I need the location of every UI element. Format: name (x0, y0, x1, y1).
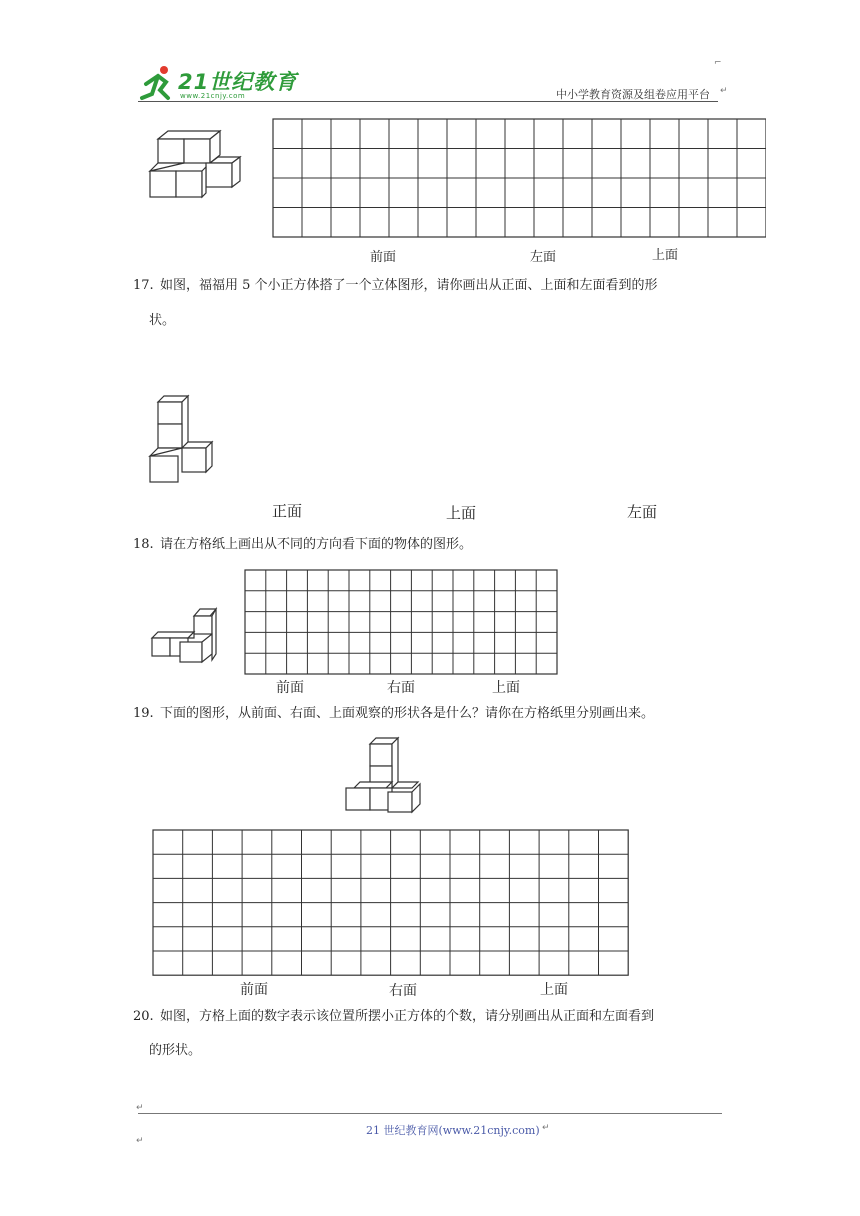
q17-label-front: 正面 (272, 502, 303, 520)
logo-url: www.21cnjy.com (180, 92, 246, 100)
footer-return-mark: ↵ (542, 1123, 550, 1133)
cube-figure-q18 (148, 604, 220, 666)
grid-q18 (244, 569, 558, 677)
logo-runner-icon (138, 64, 178, 104)
q17-number: 17. (133, 278, 154, 293)
q19-text: 下面的图形，从前面、右面、上面观察的形状各是什么？请你在方格纸里分别画出来。 (160, 706, 655, 721)
grid-top-label-top: 上面 (652, 248, 679, 263)
cube-figure-q17 (146, 390, 216, 486)
q17-label-left: 左面 (627, 503, 658, 521)
cube-figure-q19 (342, 736, 424, 814)
q18-label-right: 右面 (387, 679, 415, 695)
footer-return-mark-top: ↵ (136, 1103, 144, 1113)
grid-top-label-front: 前面 (370, 250, 397, 265)
grid-top (272, 118, 766, 238)
grid-q19 (152, 829, 632, 977)
footer-text: 21 世纪教育网(www.21cnjy.com) (366, 1124, 540, 1137)
q20-text-line1: 如图，方格上面的数字表示该位置所摆小正方体的个数，请分别画出从正面和左面看到 (160, 1009, 655, 1024)
q20-text-line2: 的形状。 (149, 1043, 202, 1058)
header-divider (138, 101, 718, 102)
grid-top-label-left: 左面 (530, 250, 557, 265)
q18-label-top: 上面 (492, 679, 520, 695)
q18-number: 18. (133, 537, 154, 552)
q17-text-line2: 状。 (149, 313, 176, 328)
q17-label-top: 上面 (446, 504, 477, 522)
q19-label-top: 上面 (540, 981, 568, 997)
corner-mark: ⌐ (714, 58, 722, 68)
q19-number: 19. (133, 706, 154, 721)
q18-label-front: 前面 (276, 679, 304, 695)
q19-label-front: 前面 (240, 981, 268, 997)
grid-q18-border (245, 570, 557, 674)
q18-text: 请在方格纸上画出从不同的方向看下面的物体的图形。 (160, 537, 473, 552)
q20-number: 20. (133, 1009, 154, 1024)
platform-name: 中小学教育资源及组卷应用平台 (556, 88, 710, 101)
footer-return-mark-bottom: ↵ (136, 1136, 144, 1146)
return-mark: ↵ (720, 86, 728, 96)
logo-text: 21世纪教育 (178, 70, 298, 94)
cube-figure-q16 (140, 125, 250, 205)
q17-text-line1: 如图，福福用 5 个小正方体搭了一个立体图形，请你画出从正面、上面和左面看到的形 (160, 278, 658, 293)
q19-label-right: 右面 (389, 982, 417, 998)
footer-divider (138, 1113, 722, 1114)
